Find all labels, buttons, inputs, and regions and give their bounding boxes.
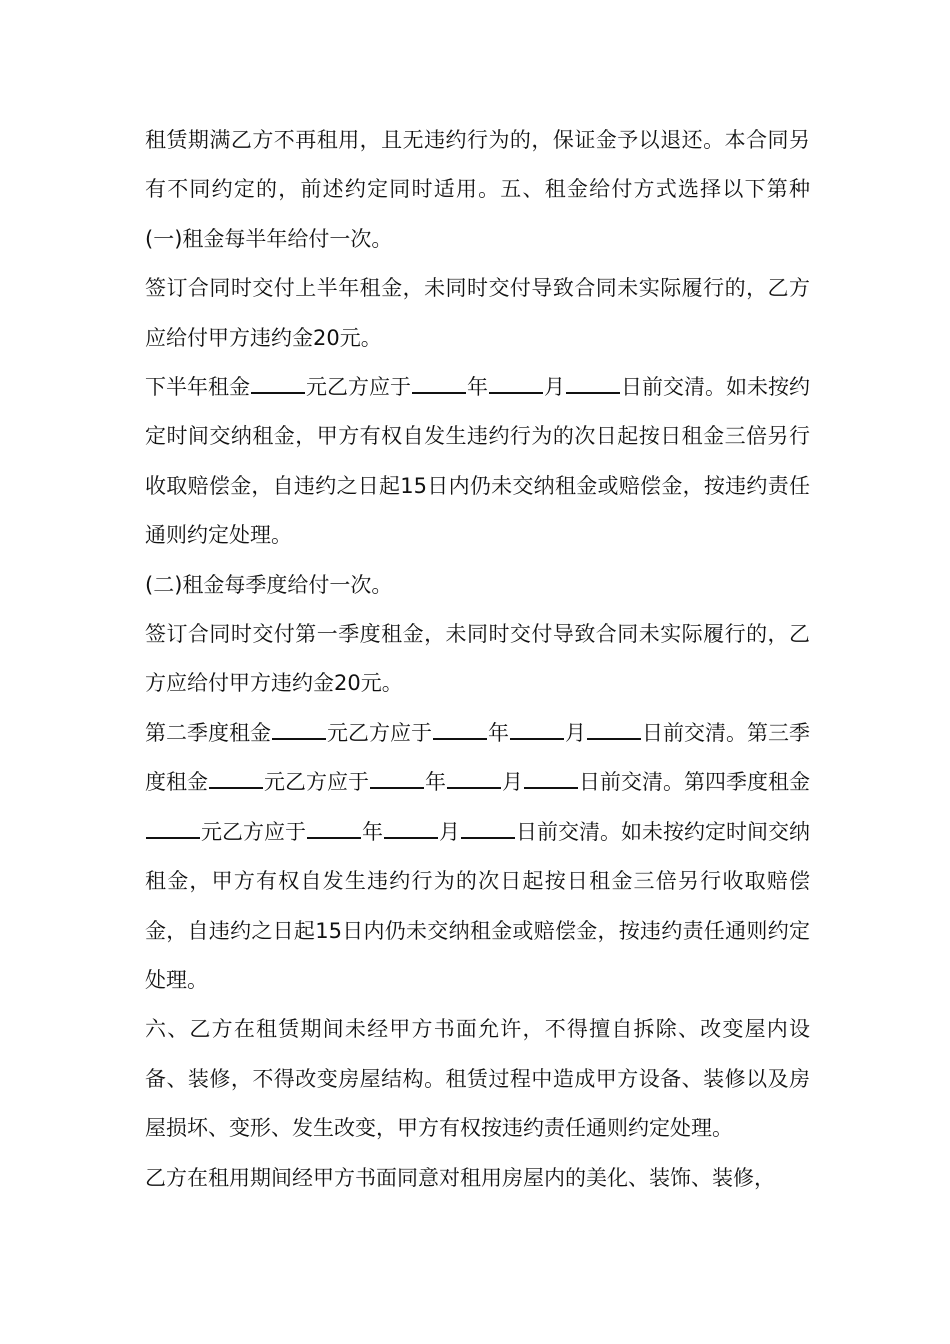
text-segment: 日前交清。如未按约定时间交纳租金，甲方有权自发生违约行为的次日起按日租金三倍另行收取赔偿金，自违约之日起15日内仍未交纳租金或赔偿金，按违约责任通则约定处理。 [145,819,810,992]
text-segment: 年 [488,720,509,745]
day-blank [524,769,578,789]
paragraph-text: 六、乙方在租赁期间未经甲方书面允许，不得擅自拆除、改变屋内设备、装修，不得改变房屋结构。租赁过程中造成甲方设备、装修以及房屋损坏、变形、发生改变，甲方有权按违约责任通则约定处理。 [145,1017,810,1141]
text-segment: 年 [362,819,383,844]
text-segment: 元乙方应于 [306,375,411,400]
paragraph-quarterly-schedule [145,709,810,1005]
paragraph-article-six [145,1005,810,1153]
day-blank [587,720,641,740]
year-blank [412,374,466,394]
text-segment: 日前交清。如未按约定时间交纳租金，甲方有权自发生违约行为的次日起按日租金三倍另行收取赔偿金，自违约之日起15日内仍未交纳租金或赔偿金，按违约责任通则约定处理。 [145,375,810,548]
text-segment: 第二季度租金 [145,720,271,745]
amount-blank [146,819,200,839]
paragraph-text: (二)租金每季度给付一次。 [145,572,393,597]
paragraph-quarterly-heading [145,561,810,610]
text-segment: 下半年租金 [145,375,250,400]
paragraph-second-half-payment [145,363,810,561]
document-body [145,116,810,1203]
paragraph-first-half-payment [145,264,810,363]
day-blank [461,819,515,839]
paragraph-deposit-return [145,116,810,264]
text-segment: 月 [439,819,460,844]
amount-blank [272,720,326,740]
month-blank [510,720,564,740]
year-blank [307,819,361,839]
text-segment: 日前交清。第三季度租金 [145,720,810,795]
amount-blank [209,769,263,789]
text-segment: 月 [502,770,523,795]
month-blank [489,374,543,394]
text-segment: 年 [425,770,446,795]
text-segment: 元乙方应于 [264,770,369,795]
text-segment: 元乙方应于 [201,819,306,844]
text-segment: 元乙方应于 [327,720,432,745]
month-blank [384,819,438,839]
text-segment: 年 [467,375,488,400]
paragraph-text: 租赁期满乙方不再租用，且无违约行为的，保证金予以退还。本合同另有不同约定的，前述约定同时适用。五、租金给付方式选择以下第种(一)租金每半年给付一次。 [145,128,810,251]
paragraph-text: 签订合同时交付上半年租金，未同时交付导致合同未实际履行的，乙方应给付甲方违约金20元。 [145,276,810,350]
text-segment: 日前交清。第四季度租金 [579,770,810,795]
year-blank [370,769,424,789]
year-blank [433,720,487,740]
paragraph-text: 签订合同时交付第一季度租金，未同时交付导致合同未实际履行的，乙方应给付甲方违约金20元。 [145,622,810,696]
paragraph-first-quarter-payment [145,610,810,709]
day-blank [566,374,620,394]
amount-blank [251,374,305,394]
month-blank [447,769,501,789]
text-segment: 月 [565,720,586,745]
text-segment: 月 [544,375,565,400]
paragraph-text: 乙方在租用期间经甲方书面同意对租用房屋内的美化、装饰、装修， [145,1165,775,1190]
paragraph-decoration-consent [145,1154,810,1203]
